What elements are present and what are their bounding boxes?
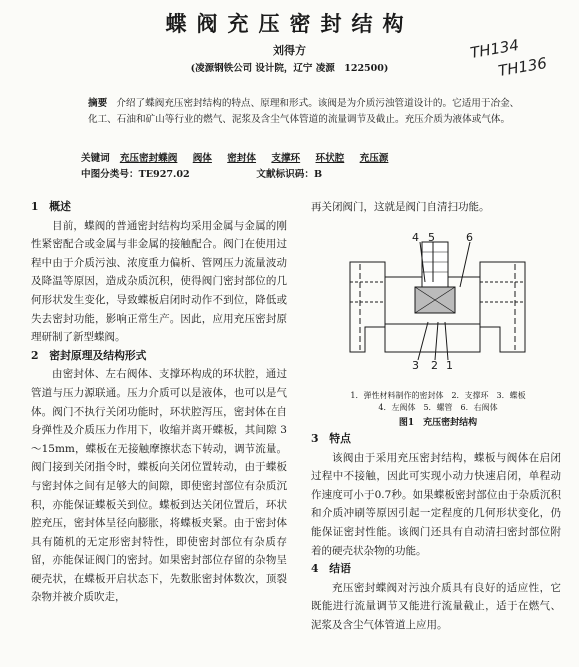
figure-title: 图1 充压密封结构 — [398, 418, 478, 428]
keyword: 环状腔 — [315, 153, 345, 164]
paragraph: 该阀由于采用充压密封结构，蝶板与阀体在启闭过程中不接触，因此可实现小动力快速启闭，单程动作速度可小于0.7秒。如果蝶板密封部位由于杂质沉积和介质冲刷等原因引起一定程度的几何形状变化，仍能保证密封性能。该阀门还具有自动清扫密封部位附着的硬壳状杂物的功能。 — [311, 451, 561, 557]
section-heading: 2 密封原理及结构形式 — [31, 348, 147, 362]
right-column — [311, 430, 561, 635]
abstract-text: 介绍了蝶阀充压密封结构的特点、原理和形式。该阀是为介质污浊管道设计的。它适用于冶金、化工、石油和矿山等行业的燃气、泥浆及含尘气体管道的流量调节及截止。充压介质为液体或气体。 — [88, 98, 520, 125]
section-heading: 1 概述 — [31, 200, 71, 213]
paragraph: 目前，蝶阀的普通密封结构均采用金属与金属的刚性紧密配合或金属与非金属的接触配合。阀门在使用过程中由于介质污浊、浓度重力偏析、管网压力流量波动及降温等原因，造成杂质沉积，使得阀门密封部位的几何形状发生变化，导致蝶板启闭时动作不到位，降低或失去密封功能，影响正常生产。因此，应用充压密封原理研制了新型蝶阀。 — [31, 219, 287, 344]
section-heading: 3 特点 — [311, 432, 351, 445]
keyword: 阀体 — [192, 153, 212, 164]
clc-code: TE927.02 — [138, 169, 190, 180]
figure-label-5: 5 — [428, 232, 435, 244]
keywords — [81, 150, 400, 164]
handwritten-note-2: TH136 — [496, 53, 549, 81]
figure-label-3: 3 — [412, 359, 419, 370]
paragraph: 再关闭阀门，这就是阀门自清扫功能。 — [311, 201, 490, 213]
keyword: 密封体 — [227, 153, 257, 164]
keywords-label: 关键词 — [81, 153, 110, 164]
figure-label-2: 2 — [431, 359, 438, 370]
caption-line: 4．左阀体 5．螺管 6．右阀体 — [378, 403, 498, 412]
figure-label-6: 6 — [466, 232, 473, 244]
doc-code-label: 文献标识码： — [256, 169, 314, 180]
abstract-label: 摘要 — [88, 98, 108, 109]
keyword: 充压源 — [359, 153, 389, 164]
doc-code: B — [313, 169, 323, 180]
affiliation: (凌源钢铁公司 设计院，辽宁 凌源 122500) — [190, 63, 389, 74]
figure-label-4: 4 — [412, 232, 419, 244]
caption-line: 1．弹性材料制作的密封体 2．支撑环 3．蝶板 — [350, 391, 526, 400]
section-heading: 4 结语 — [311, 562, 351, 576]
clc-label: 中图分类号： — [81, 169, 139, 180]
classification-line — [81, 166, 322, 180]
paragraph: 充压密封蝶阀对污浊介质具有良好的适应性，它既能进行流量调节又能进行流量截止，适于在燃气、泥浆及含尘气体管道上应用。 — [311, 581, 561, 631]
figure-caption-legend — [318, 390, 558, 414]
paragraph: 由密封体、左右阀体、支撑环构成的环状腔，通过管道与压力源联通。压力介质可以是液体，也可以是气体。阀门不执行关闭功能时，环状腔泻压，密封体在自身弹性及介质压力作用下，收缩并离开蝶板，其间隙 3～15mm，蝶板在无接触摩擦状态下转动，调节流量。阀门接到关闭指令时，蝶板向关闭位置转动，由于蝶板与密封体之间有足够大的间隙，即使密封部位有杂质沉积，亦能保证蝶板关到位。蝶板到达关闭位置后，环状腔充压，密封体呈径向膨胀，将蝶板夹紧。由于密封体具有随机的无定形密封特性，即使密封部位有杂质存留，亦能保证阀门的密封。如果密封部位存留的杂物呈硬壳状，在蝶板开启状态下，先数胀密封体数次，顶裂杂物并被介质吹走， — [31, 368, 287, 604]
paper-title: 蝶阀充压密封结构 — [165, 11, 414, 36]
figure-seal-structure — [330, 232, 545, 370]
keyword: 充压密封蝶阀 — [119, 153, 178, 164]
figure-label-1: 1 — [446, 359, 453, 370]
figure-drawing — [330, 232, 545, 370]
keyword: 支撑环 — [271, 153, 301, 164]
author-name: 刘得方 — [273, 44, 306, 57]
handwritten-note-1: TH134 — [468, 35, 521, 63]
left-column — [31, 198, 287, 607]
right-column-continuation — [311, 198, 561, 217]
abstract — [88, 96, 524, 128]
